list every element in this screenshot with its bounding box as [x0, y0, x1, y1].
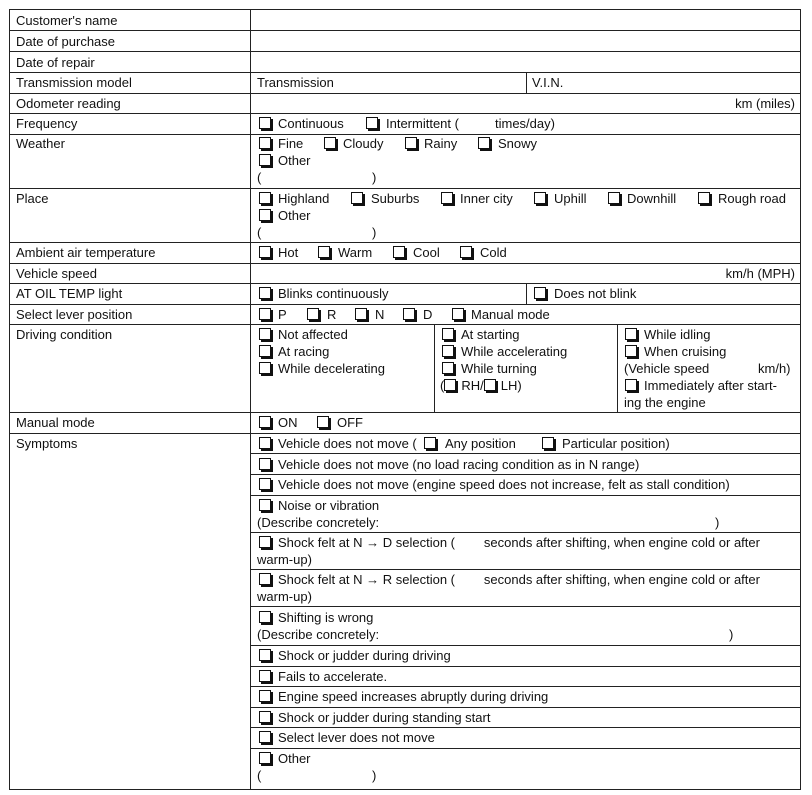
checkbox[interactable]: [259, 137, 271, 149]
option-rough-road: Rough road: [718, 191, 786, 206]
label-select-lever-position: Select lever position: [16, 307, 133, 322]
option-when-cruising: When cruising: [644, 344, 727, 359]
symptom-stall-condition: Vehicle does not move (engine speed does not increase, felt as stall condition): [278, 477, 730, 492]
paren-open: (: [257, 768, 262, 783]
paren-open: (: [257, 225, 262, 240]
symptom-rule: [250, 474, 800, 475]
cruising-vehicle-speed: (Vehicle speed: [624, 361, 710, 376]
symptom-rule: [250, 727, 800, 728]
checkbox[interactable]: [259, 192, 271, 204]
vehicle-speed-unit: km/h (MPH): [725, 266, 795, 281]
option-downhill: Downhill: [627, 191, 677, 206]
checkbox[interactable]: [259, 328, 271, 340]
checkbox[interactable]: [259, 690, 271, 702]
option-inner-city: Inner city: [460, 191, 513, 206]
option-while-accelerating: While accelerating: [461, 344, 568, 359]
checkbox[interactable]: [324, 137, 336, 149]
checkbox[interactable]: [259, 209, 271, 221]
vin-label: V.I.N.: [532, 75, 564, 90]
checkbox[interactable]: [259, 711, 271, 723]
symptom-rule: [250, 748, 800, 749]
driving-divider-1: [434, 324, 435, 412]
label-symptoms: Symptoms: [16, 436, 78, 451]
transmission-label: Transmission: [257, 75, 334, 90]
row-rule: [10, 324, 800, 325]
option-does-not-blink: Does not blink: [554, 286, 637, 301]
option-while-idling: While idling: [644, 327, 711, 342]
option-n: N: [375, 307, 385, 322]
checkbox[interactable]: [259, 154, 271, 166]
describe-close: ): [729, 627, 734, 642]
symptom-other: Other: [278, 751, 311, 766]
checkbox[interactable]: [259, 670, 271, 682]
turning-direction: [440, 378, 522, 393]
row-rule: [10, 242, 800, 243]
checkbox[interactable]: [259, 752, 271, 764]
symptom-fails-to-accelerate: Fails to accelerate.: [278, 669, 388, 684]
option-intermittent: Intermittent (: [386, 116, 459, 131]
label-frequency: Frequency: [16, 116, 78, 131]
symptom-lever-does-not-move: Select lever does not move: [278, 730, 435, 745]
checkbox[interactable]: [698, 192, 710, 204]
diagnostic-worksheet: [9, 9, 801, 790]
checkbox[interactable]: [259, 362, 271, 374]
checkbox[interactable]: [405, 137, 417, 149]
checkbox[interactable]: [393, 246, 405, 258]
paren-close: ): [372, 225, 377, 240]
checkbox[interactable]: [351, 192, 363, 204]
symptom-rule: [250, 495, 800, 496]
option-immediately-after-starting: Immediately after start-: [644, 378, 777, 393]
checkbox[interactable]: [318, 246, 330, 258]
describe-concretely: (Describe concretely:: [257, 627, 380, 642]
paren-close: ): [372, 170, 377, 185]
checkbox[interactable]: [259, 611, 271, 623]
checkbox[interactable]: [442, 362, 454, 374]
label-place: Place: [16, 191, 49, 206]
symptom-shock-n-to-d: Shock felt at N → D selection ( seconds after shifting, when engine cold or after: [278, 535, 760, 550]
label-driving-condition: Driving condition: [16, 327, 113, 342]
option-warm: Warm: [338, 245, 373, 260]
checkbox[interactable]: [317, 416, 329, 428]
date-of-purchase-field[interactable]: [251, 31, 800, 51]
checkbox[interactable]: [259, 536, 271, 548]
checkbox[interactable]: [366, 117, 378, 129]
symptom-shifting-wrong: Shifting is wrong: [278, 610, 374, 625]
symptom-rule: [250, 707, 800, 708]
checkbox[interactable]: [259, 437, 271, 449]
option-r: R: [327, 307, 337, 322]
option-highland: Highland: [278, 191, 330, 206]
symptom-rule: [250, 645, 800, 646]
symptom-rule: [250, 532, 800, 533]
option-cool: Cool: [413, 245, 440, 260]
option-other: Other: [278, 208, 311, 223]
row-rule: [10, 433, 800, 434]
checkbox[interactable]: [484, 379, 496, 391]
checkbox[interactable]: [534, 192, 546, 204]
checkbox[interactable]: [355, 308, 367, 320]
paren-close: ): [372, 768, 377, 783]
paren-open: (: [440, 378, 445, 393]
label-column-divider: [250, 10, 251, 789]
driving-divider-2: [617, 324, 618, 412]
option-while-turning: While turning: [461, 361, 537, 376]
option-at-starting: At starting: [461, 327, 520, 342]
symptom-shock-n-to-d-cont: warm-up): [257, 552, 312, 567]
option-cold: Cold: [480, 245, 507, 260]
option-not-affected: Not affected: [278, 327, 348, 342]
checkbox[interactable]: [442, 345, 454, 357]
row-rule: [10, 304, 800, 305]
symptom-engine-speed-increases: Engine speed increases abruptly during driving: [278, 689, 549, 704]
checkbox[interactable]: [259, 573, 271, 585]
symptom-rule: [250, 666, 800, 667]
row-rule: [10, 188, 800, 189]
option-any-position: Any position: [445, 436, 516, 451]
checkbox[interactable]: [478, 137, 490, 149]
row-rule: [10, 283, 800, 284]
checkbox[interactable]: [452, 308, 464, 320]
option-fine: Fine: [278, 136, 304, 151]
symptom-does-not-move: Vehicle does not move (: [278, 436, 417, 451]
checkbox[interactable]: [259, 117, 271, 129]
symptom-rule: [250, 569, 800, 570]
symptom-shock-n-to-r-cont: warm-up): [257, 589, 312, 604]
symptom-shock-n-to-r: Shock felt at N → R selection ( seconds after shifting, when engine cold or after: [278, 572, 760, 587]
option-particular-position: Particular position): [562, 436, 670, 451]
label-transmission-model: Transmission model: [16, 75, 132, 90]
option-cloudy: Cloudy: [343, 136, 384, 151]
checkbox[interactable]: [259, 499, 271, 511]
symptom-noise-vibration: Noise or vibration: [278, 498, 380, 513]
checkbox[interactable]: [259, 478, 271, 490]
symptom-shock-judder-driving: Shock or judder during driving: [278, 648, 451, 663]
option-rh: RH/: [461, 378, 484, 393]
row-rule: [10, 72, 800, 73]
option-continuous: Continuous: [278, 116, 344, 131]
option-snowy: Snowy: [498, 136, 538, 151]
checkbox[interactable]: [259, 345, 271, 357]
option-blinks-continuously: Blinks continuously: [278, 286, 389, 301]
label-weather: Weather: [16, 136, 65, 151]
oil-temp-divider: [526, 283, 527, 304]
customer-name-field[interactable]: [251, 10, 800, 30]
option-suburbs: Suburbs: [371, 191, 420, 206]
row-rule: [10, 134, 800, 135]
option-rainy: Rainy: [424, 136, 458, 151]
row-rule: [10, 412, 800, 413]
vin-divider: [526, 72, 527, 93]
times-per-day-label: times/day): [495, 116, 555, 131]
label-odometer-reading: Odometer reading: [16, 96, 121, 111]
label-date-of-purchase: Date of purchase: [16, 34, 116, 49]
cruising-speed-unit: km/h): [758, 361, 791, 376]
option-immediately-after-starting-cont: ing the engine: [624, 395, 706, 410]
symptom-rule: [250, 606, 800, 607]
checkbox[interactable]: [307, 308, 319, 320]
checkbox[interactable]: [259, 416, 271, 428]
checkbox[interactable]: [444, 379, 456, 391]
checkbox[interactable]: [259, 308, 271, 320]
option-at-racing: At racing: [278, 344, 330, 359]
option-on: ON: [278, 415, 298, 430]
label-at-oil-temp-light: AT OIL TEMP light: [16, 286, 123, 301]
checkbox[interactable]: [608, 192, 620, 204]
option-while-decelerating: While decelerating: [278, 361, 385, 376]
option-hot: Hot: [278, 245, 299, 260]
checkbox[interactable]: [259, 246, 271, 258]
checkbox[interactable]: [534, 287, 546, 299]
checkbox[interactable]: [460, 246, 472, 258]
checkbox[interactable]: [259, 458, 271, 470]
checkbox[interactable]: [625, 379, 637, 391]
paren-open: (: [257, 170, 262, 185]
symptom-no-load-racing: Vehicle does not move (no load racing condition as in N range): [278, 457, 640, 472]
checkbox[interactable]: [424, 437, 436, 449]
row-rule: [10, 113, 800, 114]
checkbox[interactable]: [403, 308, 415, 320]
option-uphill: Uphill: [554, 191, 587, 206]
option-off: OFF: [337, 415, 363, 430]
row-rule: [10, 263, 800, 264]
checkbox[interactable]: [259, 287, 271, 299]
date-of-repair-field[interactable]: [251, 52, 800, 72]
checkbox[interactable]: [625, 328, 637, 340]
checkbox[interactable]: [259, 731, 271, 743]
option-other: Other: [278, 153, 311, 168]
odometer-unit: km (miles): [735, 96, 795, 111]
option-lh: LH): [500, 378, 522, 393]
symptom-shock-standing-start: Shock or judder during standing start: [278, 710, 491, 725]
row-rule: [10, 93, 800, 94]
option-d: D: [423, 307, 433, 322]
describe-close: ): [715, 515, 720, 530]
option-manual-mode: Manual mode: [471, 307, 550, 322]
checkbox[interactable]: [442, 328, 454, 340]
label-date-of-repair: Date of repair: [16, 55, 95, 70]
label-ambient-air-temperature: Ambient air temperature: [16, 245, 156, 260]
checkbox[interactable]: [441, 192, 453, 204]
label-vehicle-speed: Vehicle speed: [16, 266, 97, 281]
label-customer-name: Customer's name: [16, 13, 118, 28]
label-manual-mode: Manual mode: [16, 415, 95, 430]
symptom-rule: [250, 453, 800, 454]
checkbox[interactable]: [542, 437, 554, 449]
describe-concretely: (Describe concretely:: [257, 515, 380, 530]
checkbox[interactable]: [625, 345, 637, 357]
option-p: P: [278, 307, 287, 322]
checkbox[interactable]: [259, 649, 271, 661]
symptom-rule: [250, 686, 800, 687]
